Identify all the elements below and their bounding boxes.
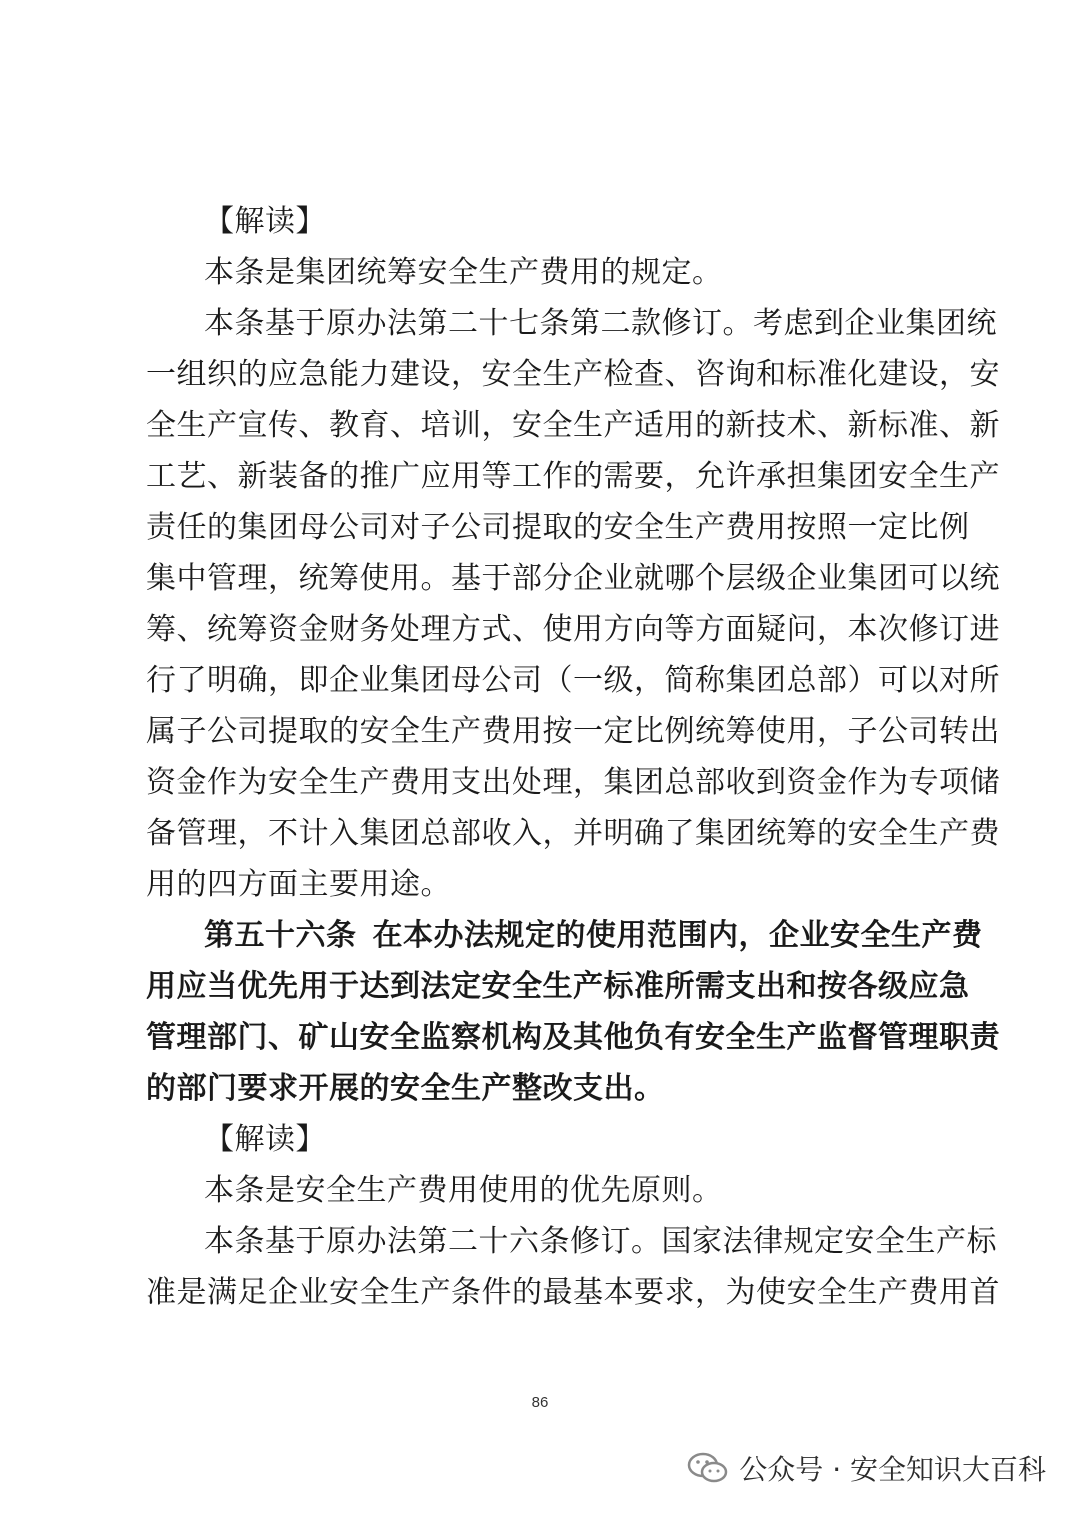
line-text: 的部门要求开展的安全生产整改支出。 (146, 1071, 665, 1106)
watermark (687, 1448, 1046, 1488)
line-text: 本条是集团统筹安全生产费用的规定。 (204, 255, 723, 290)
document-line (146, 910, 983, 961)
line-text: 本条是安全生产费用使用的优先原则。 (204, 1173, 723, 1208)
document-line (146, 298, 997, 349)
document-line (146, 604, 1000, 655)
wechat-official-account-icon (687, 1450, 729, 1486)
document-body (146, 196, 1000, 1318)
document-line (146, 451, 1000, 502)
line-text: 【解读】 (204, 1122, 326, 1157)
line-text: 一组织的应急能力建设，安全生产检查、咨询和标准化建设，安 (146, 357, 1000, 392)
line-text: 在本办法规定的使用范围内，企业安全生产费 (372, 918, 983, 953)
document-line (146, 502, 970, 553)
document-line (146, 706, 1000, 757)
line-text: 行了明确，即企业集团母公司（一级，简称集团总部）可以对所 (146, 663, 1000, 698)
document-line (146, 1165, 946, 1216)
line-text: 责任的集团母公司对子公司提取的安全生产费用按照一定比例 (146, 510, 970, 545)
document-line (146, 400, 1000, 451)
document-line (146, 1114, 946, 1165)
line-text: 全生产宣传、教育、培训，安全生产适用的新技术、新标准、新 (146, 408, 1000, 443)
document-line (146, 247, 946, 298)
line-text: 用应当优先用于达到法定安全生产标准所需支出和按各级应急 (146, 969, 970, 1004)
line-text: 备管理，不计入集团总部收入，并明确了集团统筹的安全生产费 (146, 816, 1000, 851)
document-line (146, 961, 970, 1012)
line-text: 用的四方面主要用途。 (146, 867, 451, 902)
document-line (146, 349, 1000, 400)
page-number: 86 (531, 1394, 549, 1411)
document-line (146, 1267, 1000, 1318)
line-text: 筹、统筹资金财务处理方式、使用方向等方面疑问，本次修订进 (146, 612, 1000, 647)
document-line (146, 757, 1000, 808)
document-line (146, 1012, 1000, 1063)
line-text: 本条基于原办法第二十七条第二款修订。考虑到企业集团统 (204, 306, 997, 341)
document-line (146, 553, 1000, 604)
document-line (146, 808, 1000, 859)
line-text: 工艺、新装备的推广应用等工作的需要，允许承担集团安全生产 (146, 459, 1000, 494)
line-text: 管理部门、矿山安全监察机构及其他负有安全生产监督管理职责 (146, 1020, 1000, 1055)
line-text: 集中管理，统筹使用。基于部分企业就哪个层级企业集团可以统 (146, 561, 1000, 596)
document-line (146, 1063, 946, 1114)
article-number: 第五十六条 (204, 918, 357, 953)
line-text: 准是满足企业安全生产条件的最基本要求，为使安全生产费用首 (146, 1275, 1000, 1310)
line-text: 【解读】 (204, 204, 326, 239)
line-text: 属子公司提取的安全生产费用按一定比例统筹使用，子公司转出 (146, 714, 1000, 749)
watermark-text: 公众号 · 安全知识大百科 (739, 1453, 1046, 1486)
line-text: 本条基于原办法第二十六条修订。国家法律规定安全生产标 (204, 1224, 997, 1259)
document-line (146, 859, 946, 910)
line-text: 资金作为安全生产费用支出处理，集团总部收到资金作为专项储 (146, 765, 1000, 800)
document-line (146, 196, 946, 247)
document-line (146, 1216, 997, 1267)
document-line (146, 655, 1000, 706)
